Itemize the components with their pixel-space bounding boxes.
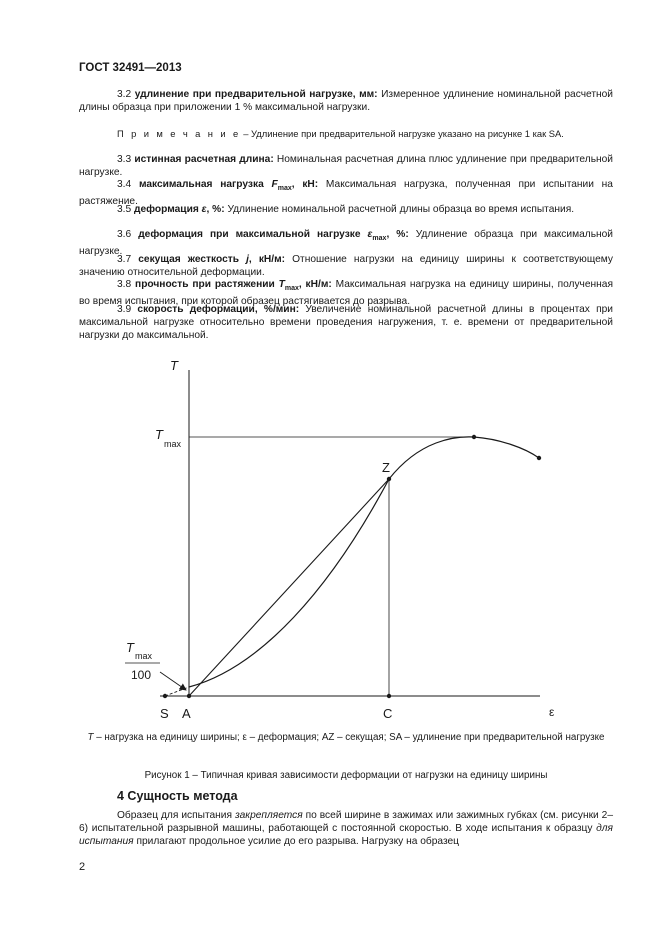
document-header: ГОСТ 32491—2013 [79,62,182,74]
paragraph-3-9: 3.9 скорость деформации, %/мин: Увеличение номинальной расчетной длины в процентах при максимальной нагрузке относительно времени проведения нагружения, т. е. времени от предварительной нагрузки до максимальной. [79,304,613,341]
fraction-numerator: T [126,640,134,655]
load-deformation-curve [189,437,539,687]
section-4-paragraph: Образец для испытания закрепляется по всей ширине в зажимах или зажимных губках (см. рисунки 2–6) испытательной разрывной машины, работающей с постоянной скоростью. В ходе испытания к образцу для испытания прилагают продольное усилие до его разрыва. Нагрузку на образец [79,810,614,847]
paragraph-3-8: 3.8 прочность при растяжении $T_{max}$, кН/м: Максимальная нагрузка на единицу ширины, полученная во время испытания, при которой образец растягивается до разрыва. [79,279,613,308]
point-a [187,694,191,698]
point-z [387,477,391,481]
point-tmax [472,435,476,439]
s-label: S [160,706,169,721]
term: удлинение при предварительной нагрузке, мм: [134,89,378,100]
point-end [537,456,541,460]
point-s [163,694,167,698]
x-axis-label: ε [549,705,555,719]
note-label: П р и м е ч а н и е [117,128,241,139]
paragraph-3-5: 3.5 деформация ε, %: Удлинение номинальной расчетной длины образца во время испытания. [117,204,575,215]
paragraph-3-6: 3.6 деформация при максимальной нагрузке $\varepsilon_{max}$, %: Удлинение образца при максимальной нагрузке. [79,229,613,258]
figure-legend: T – нагрузка на единицу ширины; ε – деформация; AZ – секущая; SA – удлинение при предварительной нагрузке [87,732,605,743]
y-axis-label: T [170,358,178,373]
note: П р и м е ч а н и е – Удлинение при предварительной нагрузке указано на рисунке 1 как SA. [117,128,564,139]
tmax-100-arrow [160,672,186,690]
fraction-denominator: 100 [131,668,152,682]
preload-dashed-line [165,687,189,696]
page-number: 2 [79,861,86,873]
section-4-title: 4 Сущность метода [117,789,238,803]
paragraph-3-3: 3.3 истинная расчетная длина: Номинальная расчетная длина плюс удлинение при предварительной нагрузке. [79,154,613,178]
paragraph-3-4: 3.4 максимальная нагрузка $F_{max}$, кН: Максимальная нагрузка, полученная при испытании на растяжение. [79,179,613,208]
tmax-label: T [155,427,163,442]
figure-caption: Рисунок 1 – Типичная кривая зависимости деформации от нагрузки на единицу ширины [144,770,548,781]
tmax-label-sub: max [164,439,182,449]
z-label: Z [382,460,390,475]
point-c [387,694,391,698]
c-label: C [383,706,393,721]
paragraph-3-2: 3.2 удлинение при предварительной нагрузке, мм: Измеренное удлинение номинальной расчетной длины образца при приложении 1 % максимальной нагрузки. [79,89,613,113]
secant-az [189,479,389,696]
fraction-numerator-sub: max [135,651,153,661]
paragraph-3-7: 3.7 секущая жесткость j, кН/м: Отношение нагрузки на единицу ширины к соответствующему значению относительной деформации. [79,254,613,278]
a-label: A [182,706,191,721]
